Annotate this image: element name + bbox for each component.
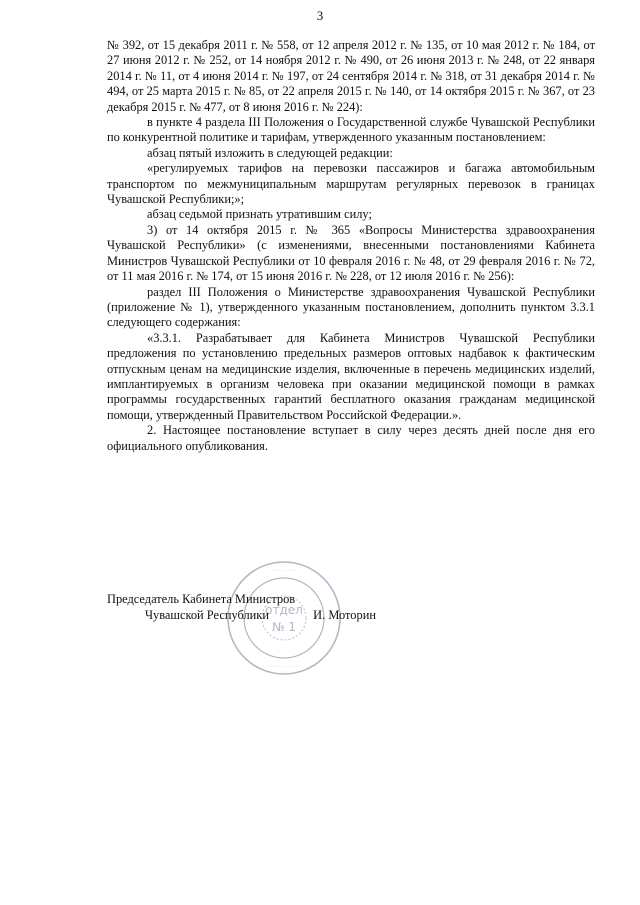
document-body [107,38,595,454]
paragraph-amendments-list: № 392, от 15 декабря 2011 г. № 558, от 12 апреля 2012 г. № 135, от 10 мая 2012 г. № 184, от 27 июня 2012 г. № 252, от 14 ноября 2012 г. № 490, от 26 июня 2013 г. № 248, от 22 января 2014 г. № 11, от 4 июня 2014 г. № 197, от 24 сентября 2014 г. № 318, от 31 декабря 2014 г. № 494, от 25 марта 2015 г. № 85, от 22 апреля 2015 г. № 140, от 14 октября 2015 г. № 367, от 23 декабря 2015 г. № 477, от 8 июня 2016 г. № 224): [107,38,595,114]
paragraph-fifth-abzac: абзац пятый изложить в следующей редакции: [147,145,393,160]
paragraph-seventh-abzac: абзац седьмой признать утратившим силу; [147,207,372,222]
paragraph-section-iii-tariffs: в пункте 4 раздела III Положения о Государственной службе Чувашской Республики по конкурентной политике и тарифам, утвержденного указанным постановлением: [107,115,595,145]
page-number: 3 [316,8,324,23]
signature-block [107,592,467,623]
paragraph-section-iii-health: раздел III Положения о Министерстве здравоохранения Чувашской Республики (приложение № 1), утвержденного указанным постановлением, дополнить пунктом 3.3.1 следующего содержания: [107,284,595,330]
signature-title-line1: Председатель Кабинета Министров [107,592,296,606]
signature-title-republic: Чувашской Республики [145,607,269,622]
stamp-text: отдел [265,603,303,617]
signature-name: И. Моторин [313,607,376,622]
paragraph-item-3: 3) от 14 октября 2015 г. № 365 «Вопросы Министерства здравоохранения Чувашской Республики» (с изменениями, внесенными постановлениями Кабинета Министров Чувашской Республики от 10 февраля 2016 г. № 48, от 29 февраля 2016 г. № 72, от 11 мая 2016 г. № 174, от 15 июня 2016 г. № 228, от 12 июля 2016 г. № 256): [107,222,595,284]
paragraph-effective-date: 2. Настоящее постановление вступает в силу через десять дней после дня его официального опубликования. [107,423,595,453]
paragraph-quote-tariffs: «регулируемых тарифов на перевозки пассажиров и багажа автомобильным транспортом по межмуниципальным маршрутам регулярных перевозок в границах Чувашской Республики;»; [107,161,595,207]
paragraph-quote-3-3-1: «3.3.1. Разрабатывает для Кабинета Министров Чувашской Республики предложения по установлению предельных размеров оптовых надбавок к фактическим отпускным ценам на медицинские изделия, включенные в перечень медицинских изделий, имплантируемых в организм человека при оказании медицинской помощи в рамках программы государственных гарантий бесплатного оказания гражданам медицинской помощи, утвержденный Правительством Российской Федерации.». [107,330,595,422]
svg-text:· · · · · · · · · ·: · · · · · · · · · · [268,664,300,670]
stamp-number: № 1 [272,620,296,634]
signature-title-line2 [107,608,467,624]
svg-text:· · · · · · · · · ·: · · · · · · · · · · [268,568,300,574]
